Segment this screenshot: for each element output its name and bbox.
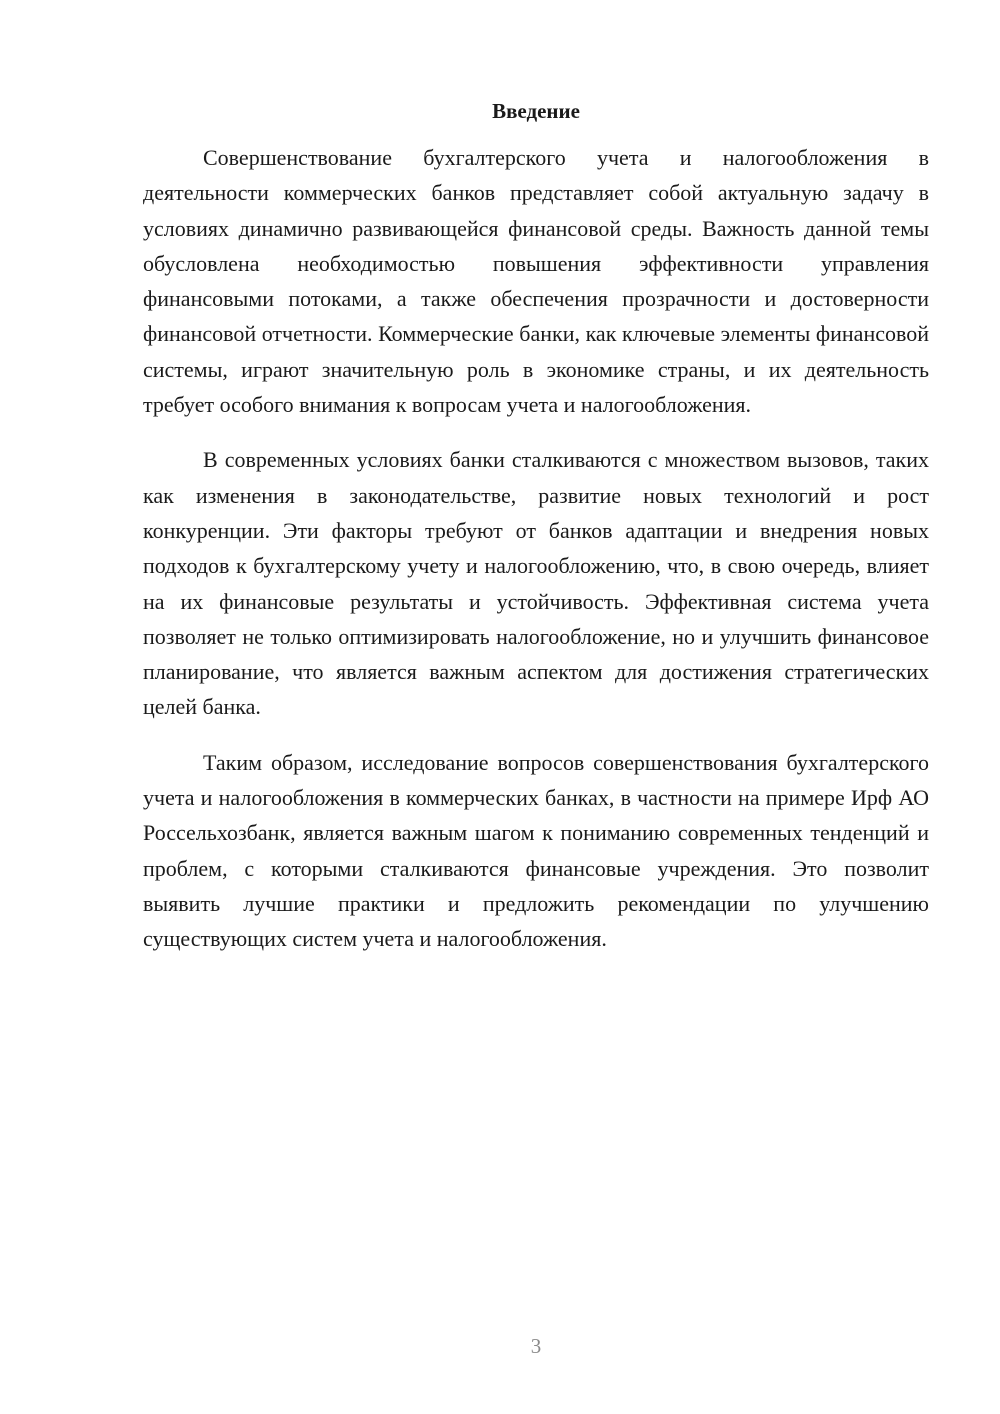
page-number: 3: [530, 1334, 542, 1358]
section-heading: Введение: [492, 99, 580, 123]
paragraph-2: В современных условиях банки сталкиваются с множеством вызовов, таких как изменения в законодательстве, развитие новых технологий и рост конкуренции. Эти факторы требуют от банков адаптации и внедрения новых подходов к бухгалтерскому учету и налогообложению, что, в свою очередь, влияет на их финансовые результаты и устойчивость. Эффективная система учета позволяет не только оптимизировать налогообложение, но и улучшить финансовое планирование, что является важным аспектом для достижения стратегических целей банка.: [143, 447, 929, 720]
paragraph-3: Таким образом, исследование вопросов совершенствования бухгалтерского учета и налогообложения в коммерческих банках, в частности на примере Ирф АО Россельхозбанк, является важным шагом к пониманию современных тенденций и проблем, с которыми сталкиваются финансовые учреждения. Это позволит выявить лучшие практики и предложить рекомендации по улучшению существующих систем учета и налогообложения.: [143, 749, 929, 952]
paragraph-1: Совершенствование бухгалтерского учета и налогообложения в деятельности коммерческих банков представляет собой актуальную задачу в условиях динамично развивающейся финансовой среды. Важность данной темы обусловлена необходимостью повышения эффективности управления финансовыми потоками, а также обеспечения прозрачности и достоверности финансовой отчетности. Коммерческие банки, как ключевые элементы финансовой системы, играют значительную роль в экономике страны, и их деятельность требует особого внимания к вопросам учета и налогообложения.: [143, 145, 929, 418]
page-content: [143, 94, 929, 977]
